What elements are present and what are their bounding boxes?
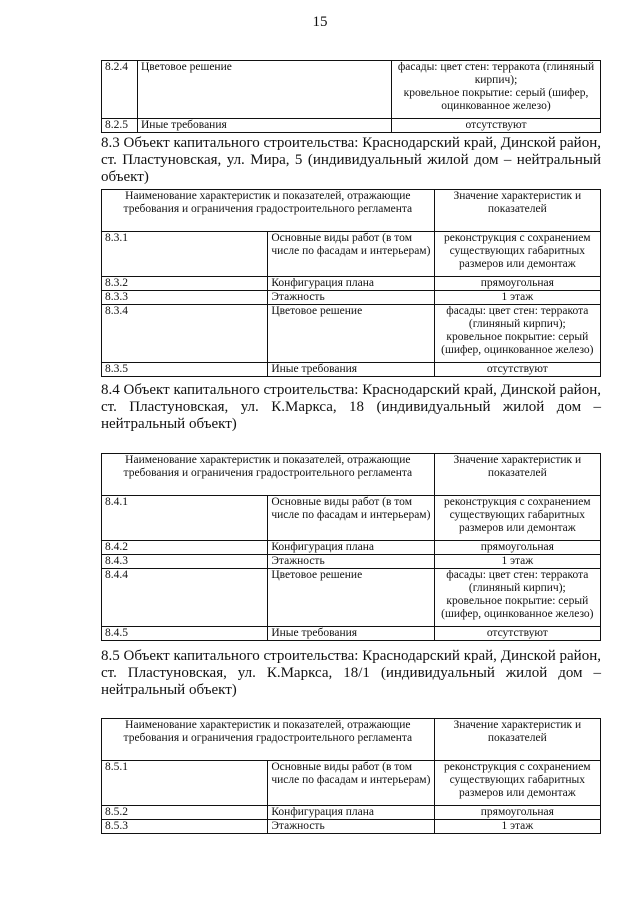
row-name: Иные требования <box>138 119 392 133</box>
row-value: отсутствуют <box>434 627 600 641</box>
row-number: 8.3.3 <box>102 291 268 305</box>
row-value: 1 этаж <box>434 820 600 834</box>
row-name: Этажность <box>268 555 434 569</box>
row-value: прямоугольная <box>434 541 600 555</box>
section-heading-8-5: 8.5 Объект капитального строительства: Краснодарский край, Динской район, ст. Пластуновская, ул. К.Маркса, 18/1 (индивидуальный жилой дом – нейтральный объект) <box>101 648 601 698</box>
table-header-row <box>102 454 601 496</box>
row-number: 8.2.5 <box>102 119 138 133</box>
row-value: отсутствуют <box>392 119 601 133</box>
header-characteristics: Наименование характеристик и показателей, отражающие требования и ограничения градостроительного регламента <box>102 454 435 496</box>
row-name: Иные требования <box>268 627 434 641</box>
row-value: фасады: цвет стен: терракота (глиняный кирпич); кровельное покрытие: серый (шифер, оцинкованное железо) <box>434 569 600 627</box>
header-values: Значение характеристик и показателей <box>434 190 600 232</box>
row-name: Основные виды работ (в том числе по фасадам и интерьерам) <box>268 232 434 277</box>
header-characteristics: Наименование характеристик и показателей, отражающие требования и ограничения градостроительного регламента <box>102 719 435 761</box>
table-8-2-continued <box>101 60 601 133</box>
table-row <box>102 61 601 119</box>
row-name: Цветовое решение <box>138 61 392 119</box>
row-name: Цветовое решение <box>268 569 434 627</box>
table-row <box>102 820 601 834</box>
row-value: реконструкция с сохранением существующих габаритных размеров или демонтаж <box>434 761 600 806</box>
row-number: 8.3.5 <box>102 363 268 377</box>
header-values: Значение характеристик и показателей <box>434 454 600 496</box>
table-row <box>102 291 601 305</box>
row-name: Конфигурация плана <box>268 806 434 820</box>
row-value: отсутствуют <box>434 363 600 377</box>
row-number: 8.4.5 <box>102 627 268 641</box>
row-value: реконструкция с сохранением существующих габаритных размеров или демонтаж <box>434 496 600 541</box>
row-name: Этажность <box>268 820 434 834</box>
table-row <box>102 569 601 627</box>
table-row <box>102 232 601 277</box>
row-number: 8.3.1 <box>102 232 268 277</box>
row-number: 8.5.1 <box>102 761 268 806</box>
table-row <box>102 806 601 820</box>
table-row <box>102 627 601 641</box>
row-number: 8.5.3 <box>102 820 268 834</box>
section-heading-8-3: 8.3 Объект капитального строительства: Краснодарский край, Динской район, ст. Пластуновская, ул. Мира, 5 (индивидуальный жилой дом – нейтральный объект) <box>101 135 601 185</box>
row-name: Цветовое решение <box>268 305 434 363</box>
table-header-row <box>102 190 601 232</box>
row-name: Конфигурация плана <box>268 277 434 291</box>
row-number: 8.2.4 <box>102 61 138 119</box>
table-header-row <box>102 719 601 761</box>
row-number: 8.4.4 <box>102 569 268 627</box>
table-row <box>102 119 601 133</box>
row-name: Основные виды работ (в том числе по фасадам и интерьерам) <box>268 761 434 806</box>
table-row <box>102 363 601 377</box>
row-number: 8.4.1 <box>102 496 268 541</box>
page-number: 15 <box>312 14 328 30</box>
row-name: Иные требования <box>268 363 434 377</box>
table-row <box>102 761 601 806</box>
row-value: фасады: цвет стен: терракота (глиняный кирпич); кровельное покрытие: серый (шифер, оцинкованное железо) <box>434 305 600 363</box>
row-number: 8.3.4 <box>102 305 268 363</box>
row-name: Основные виды работ (в том числе по фасадам и интерьерам) <box>268 496 434 541</box>
row-number: 8.5.2 <box>102 806 268 820</box>
row-number: 8.4.3 <box>102 555 268 569</box>
row-number: 8.4.2 <box>102 541 268 555</box>
row-name: Конфигурация плана <box>268 541 434 555</box>
table-row <box>102 541 601 555</box>
header-values: Значение характеристик и показателей <box>434 719 600 761</box>
table-8-4 <box>101 453 601 641</box>
table-row <box>102 305 601 363</box>
table-row <box>102 277 601 291</box>
header-characteristics: Наименование характеристик и показателей, отражающие требования и ограничения градостроительного регламента <box>102 190 435 232</box>
table-row <box>102 555 601 569</box>
row-value: фасады: цвет стен: терракота (глиняный кирпич); кровельное покрытие: серый (шифер, оцинкованное железо) <box>392 61 601 119</box>
row-number: 8.3.2 <box>102 277 268 291</box>
row-value: реконструкция с сохранением существующих габаритных размеров или демонтаж <box>434 232 600 277</box>
row-value: прямоугольная <box>434 806 600 820</box>
row-value: прямоугольная <box>434 277 600 291</box>
table-8-3 <box>101 189 601 377</box>
row-name: Этажность <box>268 291 434 305</box>
row-value: 1 этаж <box>434 555 600 569</box>
table-8-5 <box>101 718 601 834</box>
table-row <box>102 496 601 541</box>
section-heading-8-4: 8.4 Объект капитального строительства: Краснодарский край, Динской район, ст. Пластуновская, ул. К.Маркса, 18 (индивидуальный жилой дом – нейтральный объект) <box>101 382 601 432</box>
row-value: 1 этаж <box>434 291 600 305</box>
